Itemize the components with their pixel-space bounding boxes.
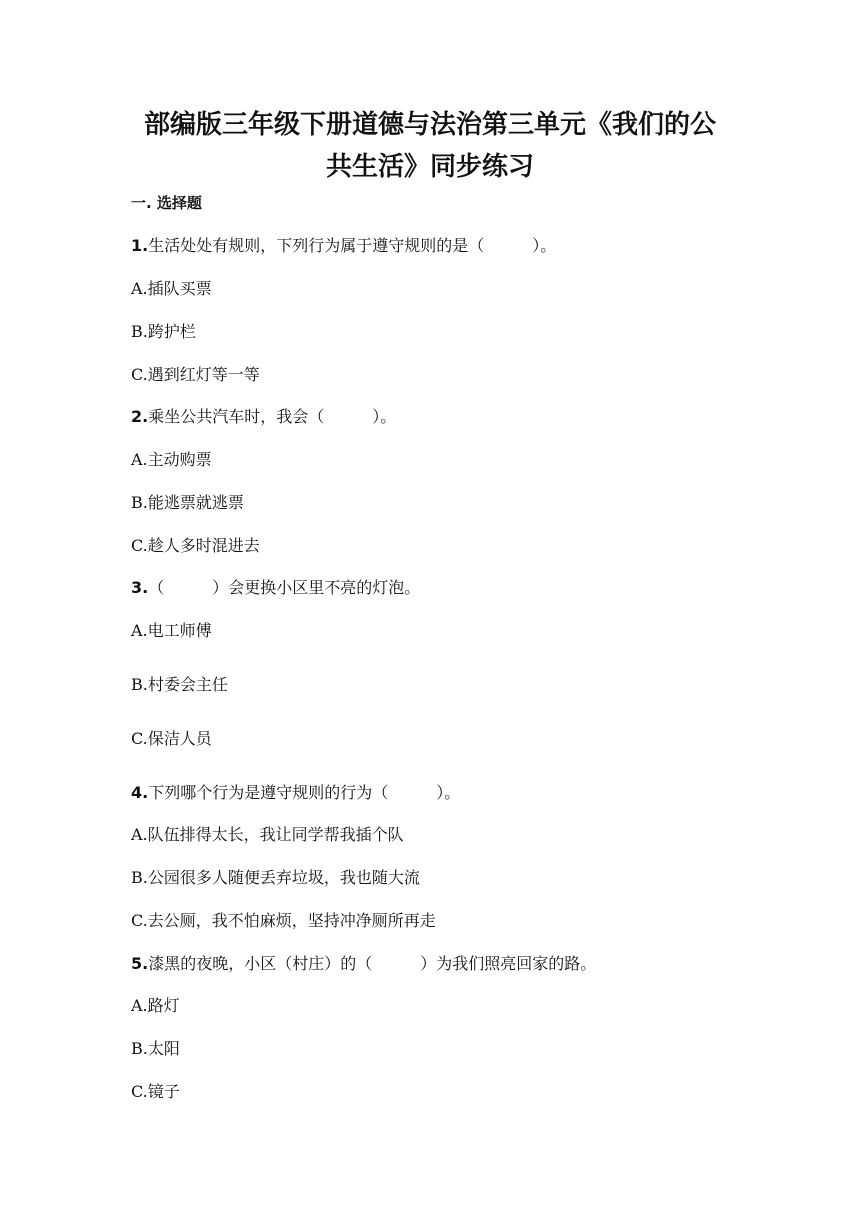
option-3a: A.电工师傅	[131, 621, 212, 640]
option-1a: A.插队买票	[131, 279, 212, 298]
section-heading: 一. 选择题	[131, 194, 202, 212]
option-2b: B.能逃票就逃票	[131, 493, 244, 512]
question-text: 生活处处有规则，下列行为属于遵守规则的是（ ）。	[148, 236, 557, 255]
question-text: 乘坐公共汽车时，我会（ ）。	[148, 407, 397, 426]
option-3c: C.保洁人员	[131, 729, 212, 748]
question-text: 下列哪个行为是遵守规则的行为（ ）。	[148, 783, 461, 802]
question-number: 5.	[131, 954, 149, 973]
option-5a: A.路灯	[131, 996, 180, 1015]
question-number: 3.	[131, 578, 149, 597]
question-4	[131, 782, 460, 804]
option-4c: C.去公厕，我不怕麻烦，坚持冲净厕所再走	[131, 911, 436, 930]
question-5	[131, 953, 596, 975]
question-number: 4.	[131, 783, 149, 802]
title-line-1: 部编版三年级下册道德与法治第三单元《我们的公	[143, 110, 716, 140]
question-2	[131, 406, 396, 428]
question-number: 1.	[131, 236, 149, 255]
question-number: 2.	[131, 407, 149, 426]
question-3	[131, 577, 420, 599]
question-1	[131, 235, 556, 257]
title-line-2: 共生活》同步练习	[325, 152, 534, 182]
option-1b: B.跨护栏	[131, 322, 196, 341]
option-5b: B.太阳	[131, 1039, 180, 1058]
question-text: （ ）会更换小区里不亮的灯泡。	[148, 578, 421, 597]
option-2a: A.主动购票	[131, 450, 212, 469]
option-5c: C.镜子	[131, 1082, 180, 1101]
option-4b: B.公园很多人随便丢弃垃圾，我也随大流	[131, 868, 420, 887]
option-2c: C.趁人多时混进去	[131, 536, 260, 555]
question-text: 漆黑的夜晚，小区（村庄）的（ ）为我们照亮回家的路。	[148, 954, 597, 973]
option-1c: C.遇到红灯等一等	[131, 365, 260, 384]
option-4a: A.队伍排得太长，我让同学帮我插个队	[131, 825, 404, 844]
document-title	[0, 104, 860, 188]
option-3b: B.村委会主任	[131, 675, 228, 694]
